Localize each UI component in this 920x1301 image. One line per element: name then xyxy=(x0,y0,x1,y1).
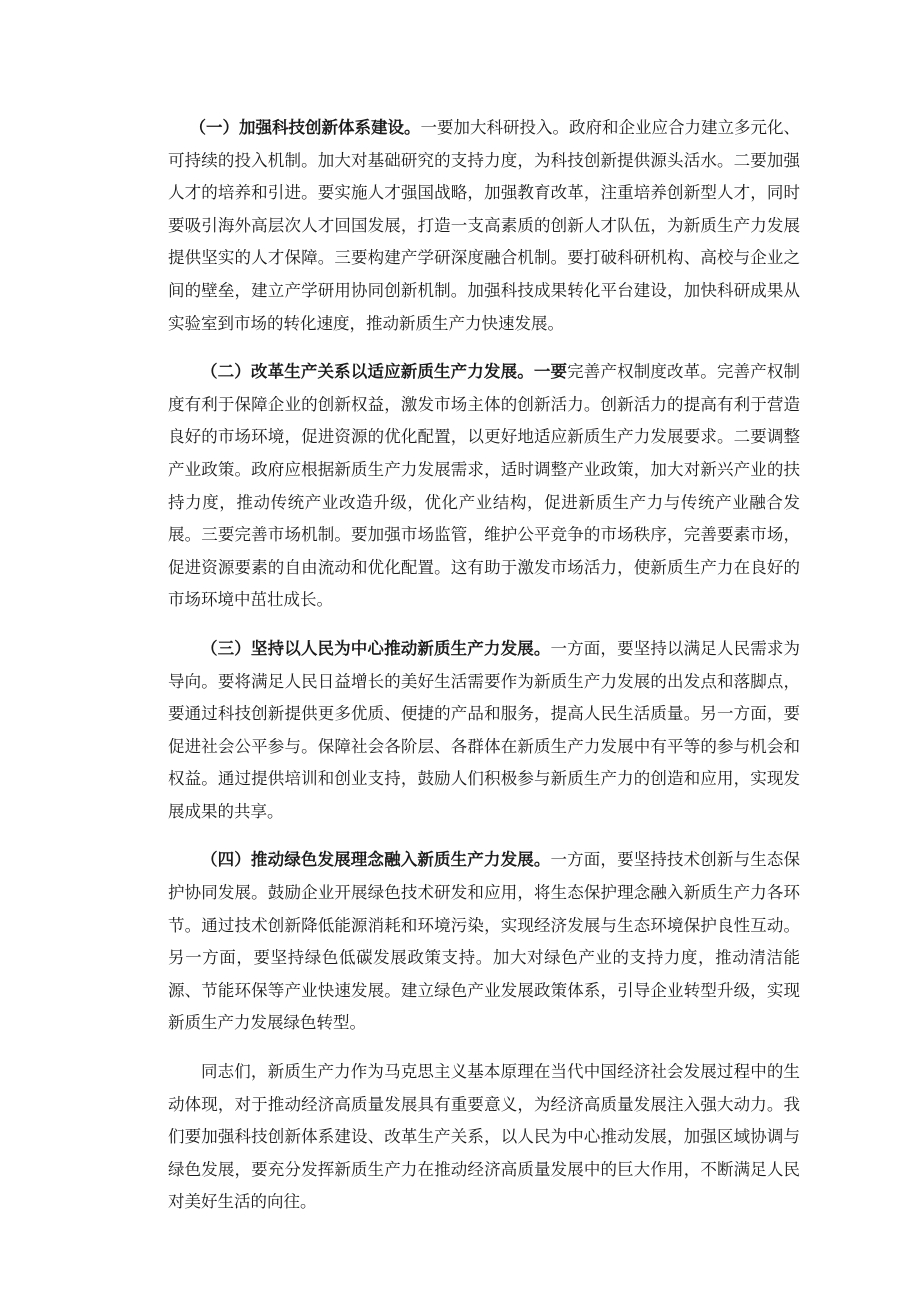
section-3-heading: （三）坚持以人民为中心推动新质生产力发展。 xyxy=(201,638,551,658)
section-2-heading: （二）改革生产关系以适应新质生产力发展。一要 xyxy=(201,362,568,382)
section-4-paragraph xyxy=(168,844,800,1040)
section-4-body: 一方面，要坚持技术创新与生态保护协同发展。鼓励企业开展绿色技术研发和应用，将生态保护理念融入新质生产力各环节。通过技术创新降低能源消耗和环境污染，实现经济发展与生态环境保护良性互动。另一方面，要坚持绿色低碳发展政策支持。加大对绿色产业的支持力度，推动清洁能源、节能环保等产业快速发展。建立绿色产业发展政策体系，引导企业转型升级，实现新质生产力发展绿色转型。 xyxy=(168,850,801,1033)
section-4-heading: （四）推动绿色发展理念融入新质生产力发展。 xyxy=(201,850,551,870)
section-3-body: 一方面，要坚持以满足人民需求为导向。要将满足人民日益增长的美好生活需要作为新质生产力发展的出发点和落脚点，要通过科技创新提供更多优质、便捷的产品和服务，提高人民生活质量。另一方面，要促进社会公平参与。保障社会各阶层、各群体在新质生产力发展中有平等的参与机会和权益。通过提供培训和创业支持，鼓励人们积极参与新质生产力的创造和应用，实现发展成果的共享。 xyxy=(168,638,801,821)
section-2-body: 完善产权制度改革。完善产权制度有利于保障企业的创新权益，激发市场主体的创新活力。创新活力的提高有利于营造良好的市场环境，促进资源的优化配置，以更好地适应新质生产力发展要求。二要调整产业政策。政府应根据新质生产力发展需求，适时调整产业政策，加大对新兴产业的扶持力度，推动传统产业改造升级，优化产业结构，促进新质生产力与传统产业融合发展。三要完善市场机制。要加强市场监管，维护公平竞争的市场秩序，完善要素市场，促进资源要素的自由流动和优化配置。这有助于激发市场活力，使新质生产力在良好的市场环境中茁壮成长。 xyxy=(168,362,801,610)
section-1-body: 一要加大科研投入。政府和企业应合力建立多元化、可持续的投入机制。加大对基础研究的支持力度，为科技创新提供源头活水。二要加强人才的培养和引进。要实施人才强国战略，加强教育改革，注重培养创新型人才，同时要吸引海外高层次人才回国发展，打造一支高素质的创新人才队伍，为新质生产力发展提供坚实的人才保障。三要构建产学研深度融合机制。要打破科研机构、高校与企业之间的壁垒，建立产学研用协同创新机制。加强科技成果转化平台建设，加快科研成果从实验室到市场的转化速度，推动新质生产力快速发展。 xyxy=(168,118,801,333)
document-page xyxy=(168,112,800,1235)
section-2-paragraph xyxy=(168,356,800,617)
section-1-heading: （一）加强科技创新体系建设。 xyxy=(189,118,421,137)
section-3-paragraph xyxy=(168,633,800,829)
section-1-paragraph xyxy=(168,112,800,340)
conclusion-paragraph: 同志们，新质生产力作为马克思主义基本原理在当代中国经济社会发展过程中的生动体现，对于推动经济高质量发展具有重要意义，为经济高质量发展注入强大动力。我们要加强科技创新体系建设、改革生产关系，以人民为中心推动发展，加强区域协调与绿色发展，要充分发挥新质生产力在推动经济高质量发展中的巨大作用，不断满足人民对美好生活的向往。 xyxy=(168,1062,800,1212)
